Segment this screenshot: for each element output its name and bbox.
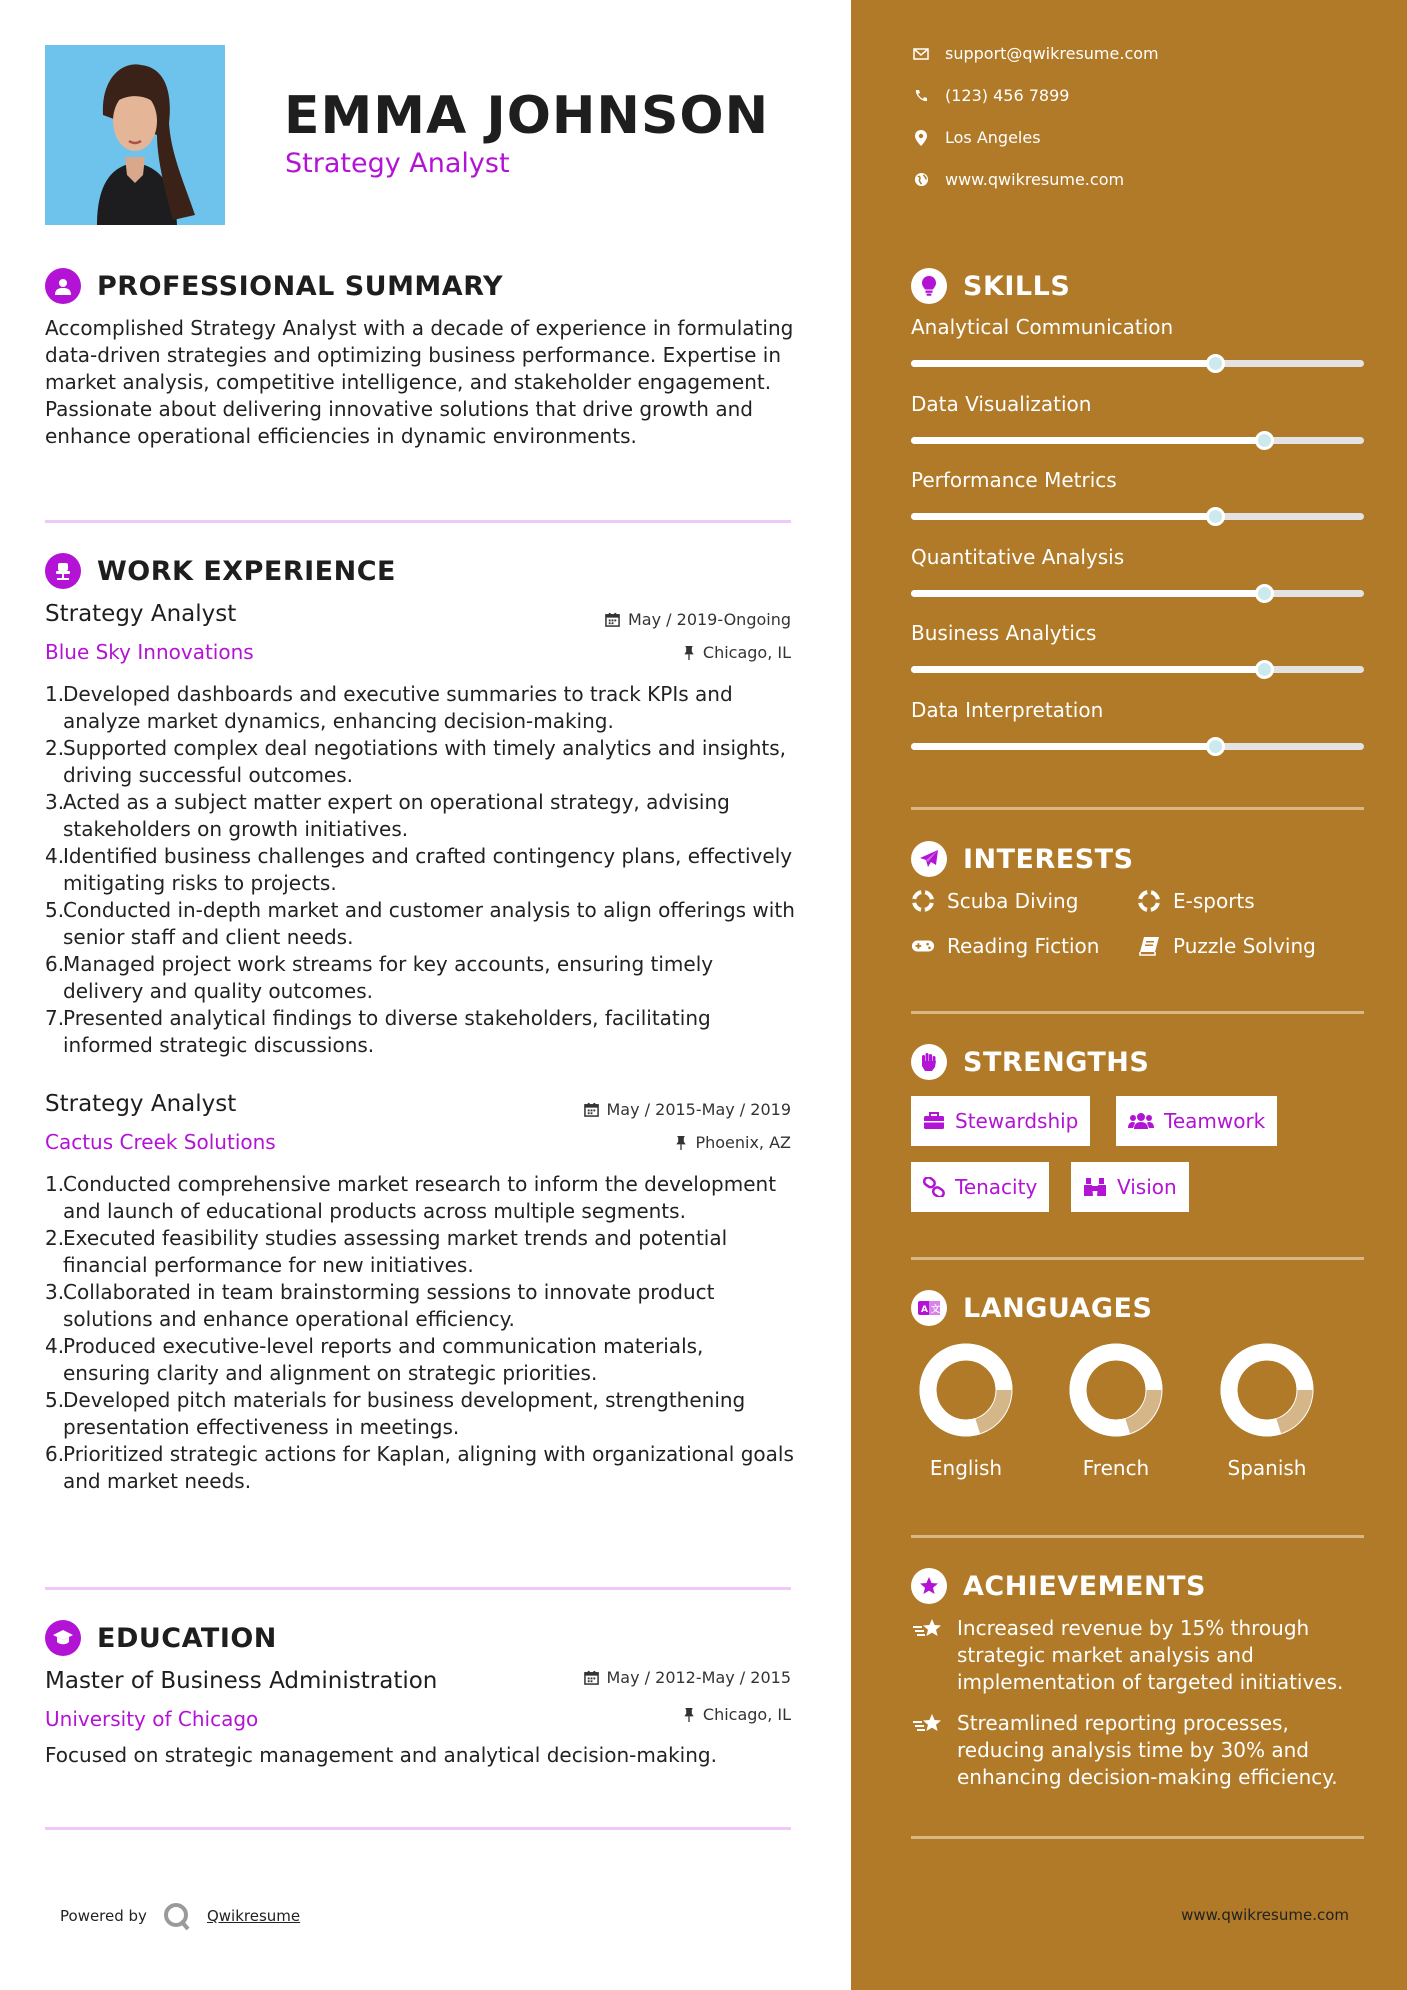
achievements-title: ACHIEVEMENTS: [963, 1570, 1206, 1602]
powered-by-label: Powered by: [60, 1907, 147, 1925]
list-item: 7. Presented analytical findings to diverse stakeholders, facilitating informed strategic discussions.: [45, 1006, 711, 1057]
job-title: Strategy Analyst: [45, 601, 237, 627]
job-bullets: [45, 1171, 795, 1495]
education-heading: [45, 1620, 277, 1656]
job-location: [675, 1133, 791, 1152]
job-date: [605, 610, 791, 629]
achievement-text: Increased revenue by 15% through strategic market analysis and implementation of targeted initiatives.: [957, 1616, 1344, 1694]
experience-title: WORK EXPERIENCE: [97, 555, 396, 587]
book-icon: [1137, 936, 1161, 956]
candidate-name: EMMA JOHNSON: [284, 86, 770, 146]
life-ring-icon: [1137, 890, 1161, 912]
list-item: 4. Identified business challenges and crafted contingency plans, effectively mitigating risks to projects.: [45, 844, 793, 895]
skill-bar: [911, 360, 1364, 367]
strength-badge: [911, 1096, 1090, 1146]
svg-text:文: 文: [931, 1305, 941, 1315]
education-date-text: May / 2012-May / 2015: [606, 1668, 791, 1687]
sidebar: [851, 0, 1407, 1990]
contact-email[interactable]: [911, 44, 1159, 63]
skill-bar-fill: [911, 590, 1264, 597]
link-icon: [923, 1177, 945, 1197]
powered-by: [60, 1900, 300, 1932]
skill-bar: [911, 513, 1364, 520]
paper-plane-icon: [911, 841, 947, 877]
list-item: 5. Developed pitch materials for business development, strengthening presentation effectiveness in meetings.: [45, 1388, 746, 1439]
interest-item: [911, 934, 1099, 958]
list-item: 4. Produced executive-level reports and communication materials, ensuring clarity and alignment on strategic priorities.: [45, 1334, 704, 1385]
education-title: EDUCATION: [97, 1622, 277, 1654]
summary-text: Accomplished Strategy Analyst with a decade of experience in formulating data-driven strategies and optimizing business performance. Expertise in market analysis, competitive intelligence, and stakeholder engagement. Passionate about delivering innovative solutions that drive growth and enhance operational efficiencies in dynamic environments.: [45, 316, 794, 448]
divider: [911, 807, 1364, 810]
divider: [45, 1827, 791, 1830]
job-date-text: May / 2015-May / 2019: [606, 1100, 791, 1119]
shooting-star-icon: [911, 1710, 947, 1791]
job-bullets: [45, 681, 795, 1059]
qwikresume-link[interactable]: Qwikresume: [206, 1907, 301, 1925]
job-location: [683, 643, 791, 662]
job-date: [584, 1100, 792, 1119]
strength-label: Tenacity: [955, 1175, 1038, 1199]
contact-website-text: www.qwikresume.com: [945, 170, 1125, 189]
list-item: 6. Prioritized strategic actions for Kaplan, aligning with organizational goals and market needs.: [45, 1442, 794, 1493]
interest-label: Puzzle Solving: [1173, 934, 1316, 958]
skills-heading: [911, 268, 1070, 304]
profile-photo: [45, 45, 225, 225]
pin-icon: [675, 1135, 687, 1150]
candidate-role: Strategy Analyst: [285, 148, 510, 179]
skill-bar-knob: [1255, 584, 1274, 603]
skills-title: SKILLS: [963, 270, 1071, 302]
contact-phone-text: (123) 456 7899: [945, 86, 1070, 105]
interest-label: Scuba Diving: [947, 889, 1079, 913]
globe-icon: [911, 172, 931, 187]
skill-bar-fill: [911, 437, 1264, 444]
skill-bar-fill: [911, 513, 1215, 520]
contact-website[interactable]: [911, 170, 1124, 189]
achievement-item: [911, 1615, 1381, 1696]
phone-icon: [911, 89, 931, 103]
footer-website-link[interactable]: www.qwikresume.com: [1181, 1906, 1349, 1924]
skill-label: Analytical Communication: [911, 315, 1174, 339]
map-pin-icon: [911, 130, 931, 146]
divider: [911, 1257, 1364, 1260]
calendar-icon: [605, 612, 620, 627]
school: University of Chicago: [45, 1707, 259, 1731]
job-title: Strategy Analyst: [45, 1091, 237, 1117]
shooting-star-icon: [911, 1615, 947, 1696]
users-icon: [1128, 1112, 1154, 1130]
contact-email-text: support@qwikresume.com: [945, 44, 1159, 63]
achievements-heading: [911, 1568, 1206, 1604]
interest-item: [1137, 934, 1316, 958]
skill-label: Quantitative Analysis: [911, 544, 1125, 569]
divider: [911, 1836, 1364, 1839]
binoculars-icon: [1083, 1177, 1107, 1197]
skill-label: Data Interpretation: [911, 697, 1104, 722]
summary-heading: [45, 268, 503, 304]
interest-item: [911, 889, 1078, 913]
svg-text:A: A: [921, 1305, 928, 1315]
life-ring-icon: [911, 890, 935, 912]
skill-bar: [911, 743, 1364, 750]
strength-label: Stewardship: [955, 1109, 1079, 1133]
language-label: French: [1082, 1456, 1150, 1480]
translate-icon: [911, 1290, 947, 1326]
divider: [45, 520, 791, 523]
skill-label: Performance Metrics: [911, 468, 1117, 492]
strengths-title: STRENGTHS: [963, 1046, 1150, 1078]
skill-bar-knob: [1255, 431, 1274, 450]
job-location-text: Phoenix, AZ: [695, 1133, 791, 1152]
strength-badge: [1071, 1162, 1189, 1212]
education-location-text: Chicago, IL: [702, 1705, 791, 1724]
job-company: Cactus Creek Solutions: [45, 1130, 276, 1154]
briefcase-icon: [923, 1112, 945, 1130]
job-date-text: May / 2019-Ongoing: [628, 610, 791, 629]
skill-bar-knob: [1206, 507, 1225, 526]
job-company: Blue Sky Innovations: [45, 640, 254, 664]
skill-bar: [911, 590, 1364, 597]
interest-item: [1137, 889, 1255, 913]
strength-badge: [1116, 1096, 1277, 1146]
fist-icon: [911, 1044, 947, 1080]
language-ring: [911, 1340, 1021, 1444]
skill-bar-fill: [911, 743, 1215, 750]
divider: [911, 1535, 1364, 1538]
experience-heading: [45, 553, 396, 589]
gamepad-icon: [911, 938, 935, 954]
office-chair-icon: [45, 553, 81, 589]
education-location: [683, 1705, 791, 1724]
interests-title: INTERESTS: [963, 843, 1134, 875]
list-item: 6. Managed project work streams for key accounts, ensuring timely delivery and quality outcomes.: [45, 952, 714, 1003]
divider: [911, 1011, 1364, 1014]
languages-title: LANGUAGES: [963, 1292, 1153, 1324]
skill-bar-knob: [1255, 660, 1274, 679]
language-ring: [1212, 1340, 1322, 1444]
lightbulb-icon: [911, 268, 947, 304]
interest-label: E-sports: [1173, 889, 1255, 913]
languages-heading: [911, 1290, 1152, 1326]
envelope-icon: [911, 48, 931, 60]
strength-label: Vision: [1117, 1175, 1177, 1199]
star-badge-icon: [911, 1568, 947, 1604]
skill-bar-knob: [1206, 354, 1225, 373]
list-item: 3. Collaborated in team brainstorming sessions to innovate product solutions and enhance operational efficiency.: [45, 1280, 715, 1331]
summary-title: PROFESSIONAL SUMMARY: [97, 270, 504, 302]
skill-bar-fill: [911, 360, 1215, 367]
list-item: 3. Acted as a subject matter expert on operational strategy, advising stakeholders on growth initiatives.: [45, 790, 730, 841]
divider: [45, 1587, 791, 1590]
contact-location-text: Los Angeles: [945, 128, 1041, 147]
qwikresume-logo-icon: [161, 1900, 193, 1932]
list-item: 2. Executed feasibility studies assessing market trends and potential financial performance for new initiatives.: [45, 1226, 728, 1277]
skill-bar-fill: [911, 666, 1264, 673]
education-date: [584, 1668, 792, 1687]
pin-icon: [683, 645, 695, 660]
calendar-icon: [584, 1102, 599, 1117]
skill-label: Business Analytics: [911, 621, 1097, 645]
language-label: Spanish: [1227, 1456, 1307, 1480]
calendar-icon: [584, 1670, 599, 1685]
pin-icon: [683, 1707, 695, 1722]
interest-label: Reading Fiction: [947, 934, 1100, 958]
contact-phone[interactable]: [911, 86, 1069, 105]
language-ring: [1061, 1340, 1171, 1444]
strengths-heading: [911, 1044, 1149, 1080]
education-description: Focused on strategic management and analytical decision-making.: [45, 1743, 717, 1767]
achievement-item: [911, 1710, 1381, 1791]
list-item: 5. Conducted in-depth market and customer analysis to align offerings with senior staff and client needs.: [45, 898, 795, 949]
graduation-cap-icon: [45, 1620, 81, 1656]
language-label: English: [929, 1456, 1003, 1480]
strength-label: Teamwork: [1164, 1109, 1266, 1133]
skill-bar: [911, 437, 1364, 444]
degree: Master of Business Administration: [45, 1668, 438, 1694]
skill-bar: [911, 666, 1364, 673]
job-location-text: Chicago, IL: [702, 643, 791, 662]
list-item: 1. Developed dashboards and executive summaries to track KPIs and analyze market dynamics, enhancing decision-making.: [45, 682, 733, 733]
skill-bar-knob: [1206, 737, 1225, 756]
skill-label: Data Visualization: [911, 391, 1092, 416]
list-item: 1. Conducted comprehensive market research to inform the development and launch of educational products across multiple segments.: [45, 1172, 777, 1223]
strength-badge: [911, 1162, 1049, 1212]
user-icon: [45, 268, 81, 304]
list-item: 2. Supported complex deal negotiations with timely analytics and insights, driving successful outcomes.: [45, 736, 787, 787]
achievement-text: Streamlined reporting processes, reducing analysis time by 30% and enhancing decision-making efficiency.: [957, 1711, 1338, 1789]
contact-location: [911, 128, 1041, 147]
interests-heading: [911, 841, 1134, 877]
